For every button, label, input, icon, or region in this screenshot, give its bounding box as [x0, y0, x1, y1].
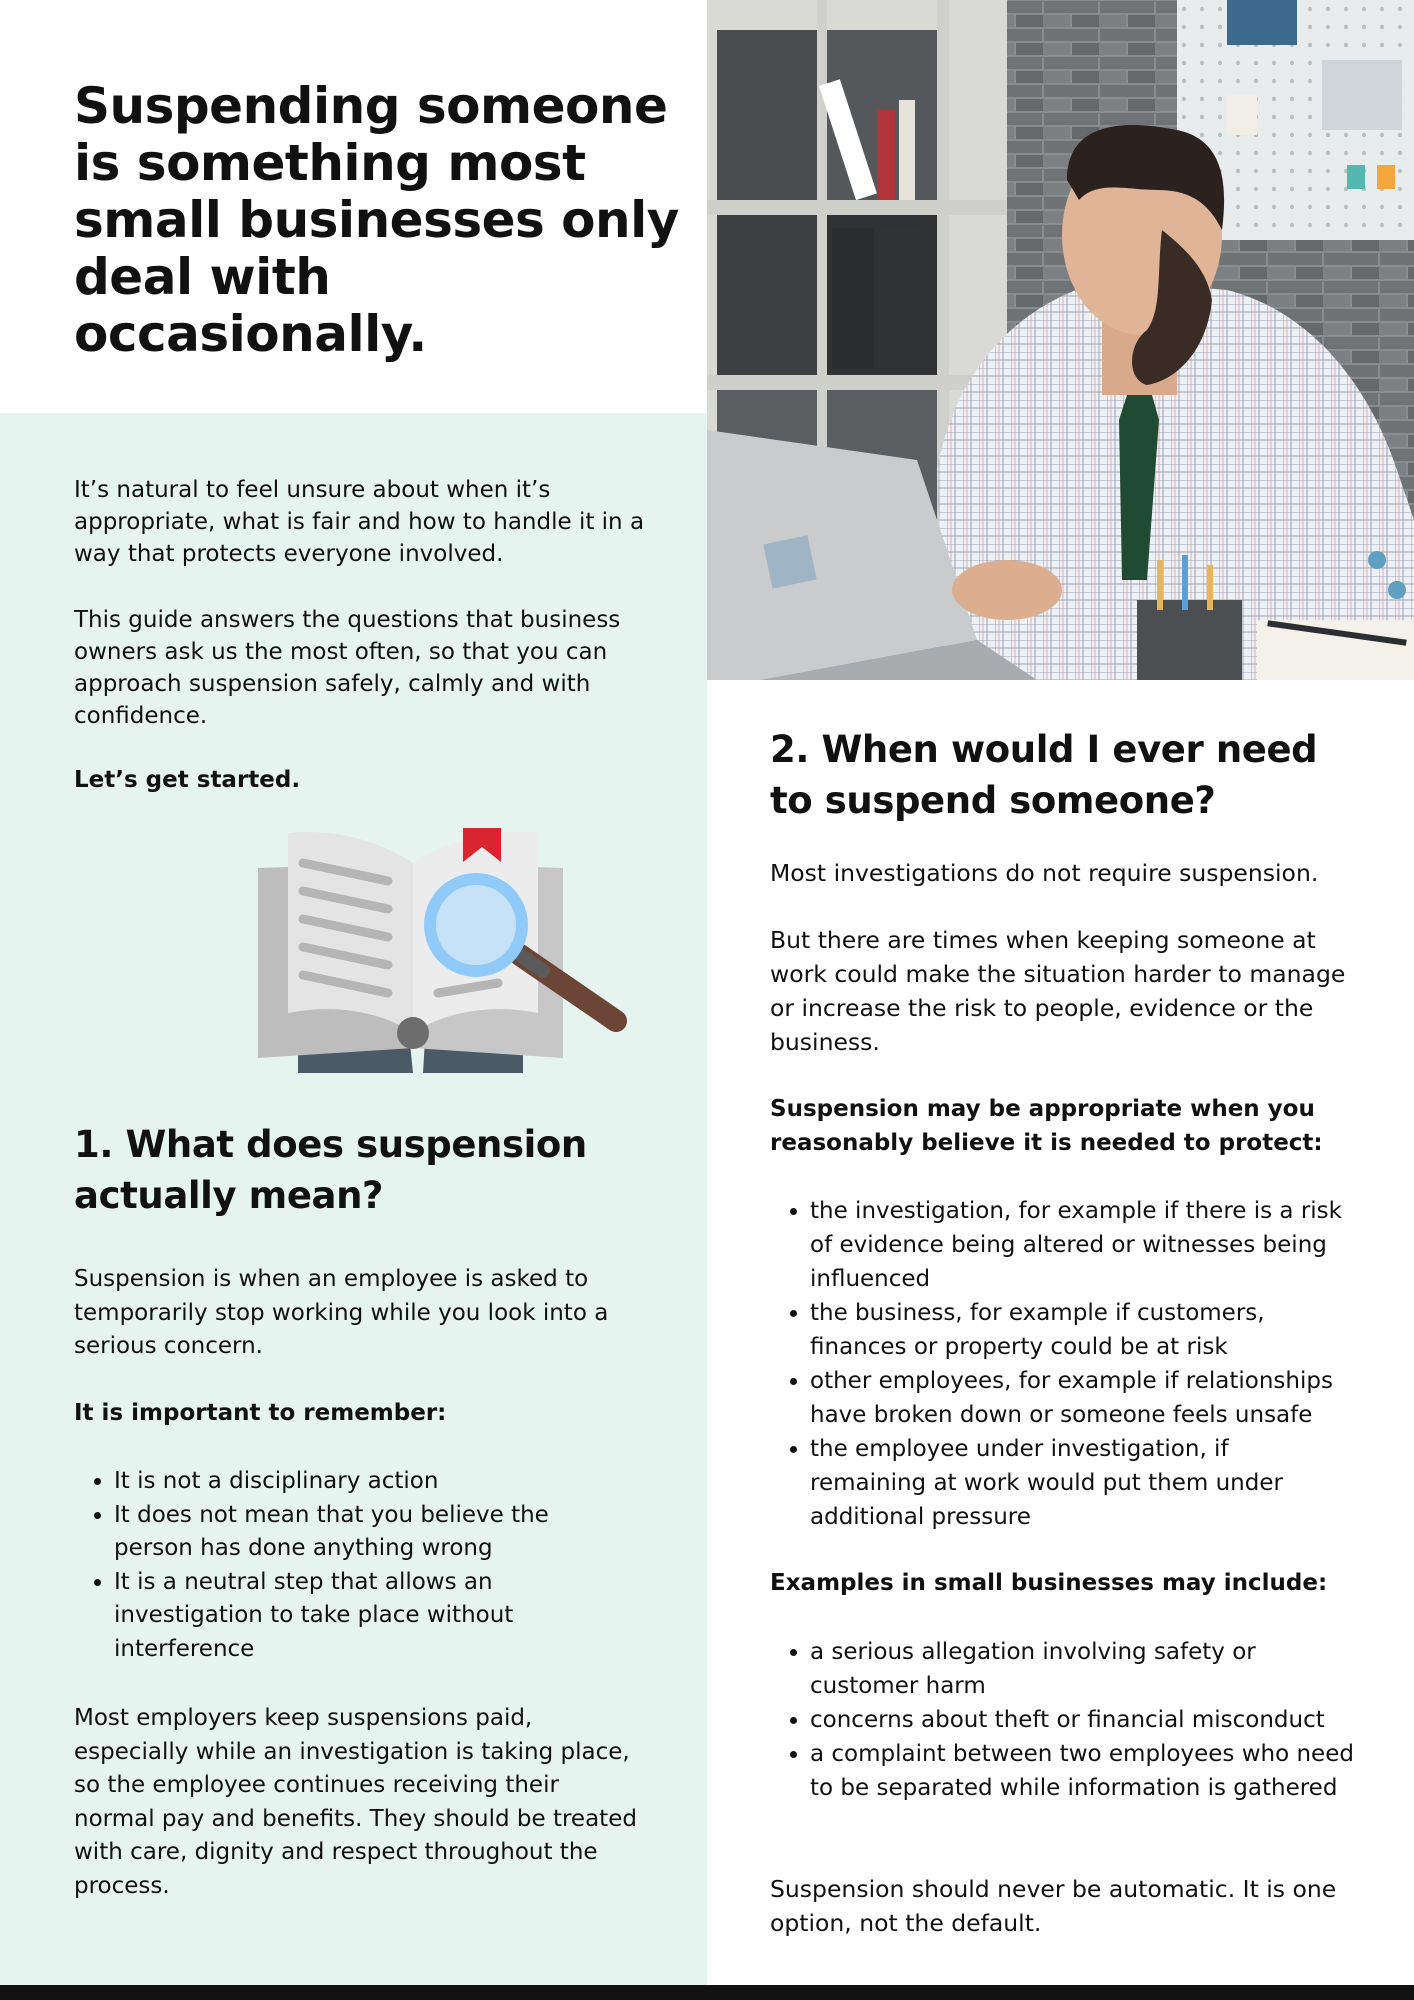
section-2-heading: 2. When would I ever need to suspend someone? [770, 728, 1318, 822]
section-1-remember [74, 1397, 674, 1429]
section-1-body [74, 1263, 674, 1364]
list-item: • concerns about theft or financial misconduct [810, 1703, 1360, 1737]
section-2-protect [770, 1093, 1330, 1160]
section-2-closing [770, 1872, 1370, 1940]
intro-2 [74, 604, 674, 732]
photo-graphic [707, 0, 1414, 680]
section-2-example-bullets [770, 1635, 1360, 1805]
get-started-text: Let’s get started. [74, 767, 301, 793]
list-item: • a serious allegation involving safety or customer harm [810, 1635, 1360, 1703]
remember-label: It is important to remember: [74, 1400, 447, 1426]
section-1-closing [74, 1702, 644, 1903]
book-magnifier-illustration [258, 823, 638, 1079]
list-item: • the employee under investigation, if remaining at work would put them under additional pressure [810, 1432, 1350, 1534]
section-2-examples [770, 1567, 1370, 1599]
remember-list [74, 1465, 634, 1666]
section-2-context [770, 923, 1365, 1059]
book-icon [258, 823, 638, 1079]
section-2-paragraph-2: But there are times when keeping someone at work could make the situation harder to manage or increase the risk to people, evidence or the business. [770, 926, 1346, 1056]
section-2-protect-bullets [770, 1194, 1350, 1534]
section-2-paragraph-1: Most investigations do not require suspension. [770, 859, 1319, 887]
list-item: • It does not mean that you believe the person has done anything wrong [114, 1499, 634, 1566]
man-at-laptop-photo [707, 0, 1414, 680]
list-item: • the investigation, for example if there is a risk of evidence being altered or witnesses being influenced [810, 1194, 1350, 1296]
intro-paragraph-1: It’s natural to feel unsure about when it’s appropriate, what is fair and how to handle it in a way that protects everyone involved. [74, 477, 645, 567]
protect-list [770, 1194, 1350, 1534]
section-1-paragraph-1: Suspension is when an employee is asked to temporarily stop working while you look into a serious concern. [74, 1266, 609, 1359]
section-1-heading: 1. What does suspension actually mean? [74, 1123, 587, 1217]
section-2-closing-text: Suspension should never be automatic. It is one option, not the default. [770, 1875, 1337, 1937]
examples-list [770, 1635, 1360, 1805]
list-item: • It is not a disciplinary action [114, 1465, 634, 1499]
footer-bar [0, 1985, 1414, 2000]
page-title: Suspending someone is something most small businesses only deal with occasionally. [74, 77, 679, 363]
list-item: • other employees, for example if relationships have broken down or someone feels unsafe [810, 1364, 1350, 1432]
protect-label: Suspension may be appropriate when you reasonably believe it is needed to protect: [770, 1096, 1323, 1156]
section-1-paragraph-2: Most employers keep suspensions paid, especially while an investigation is taking place, so the employee continues receiving their normal pay and benefits. They should be treated with care, dignity and respect throughout the process. [74, 1705, 637, 1899]
intro-cta [74, 764, 674, 796]
section-2-intro [770, 856, 1370, 890]
section-1-bullets [74, 1465, 634, 1666]
intro [74, 474, 674, 570]
section-1 [74, 1119, 674, 1221]
list-item: • a complaint between two employees who need to be separated while information is gathered [810, 1737, 1360, 1805]
intro-paragraph-2: This guide answers the questions that business owners ask us the most often, so that you can approach suspension safely, calmly and with confidence. [74, 607, 621, 729]
section-2 [770, 724, 1370, 826]
list-item: • It is a neutral step that allows an investigation to take place without interference [114, 1566, 634, 1667]
examples-label: Examples in small businesses may include: [770, 1570, 1328, 1596]
list-item: • the business, for example if customers, finances or property could be at risk [810, 1296, 1350, 1364]
